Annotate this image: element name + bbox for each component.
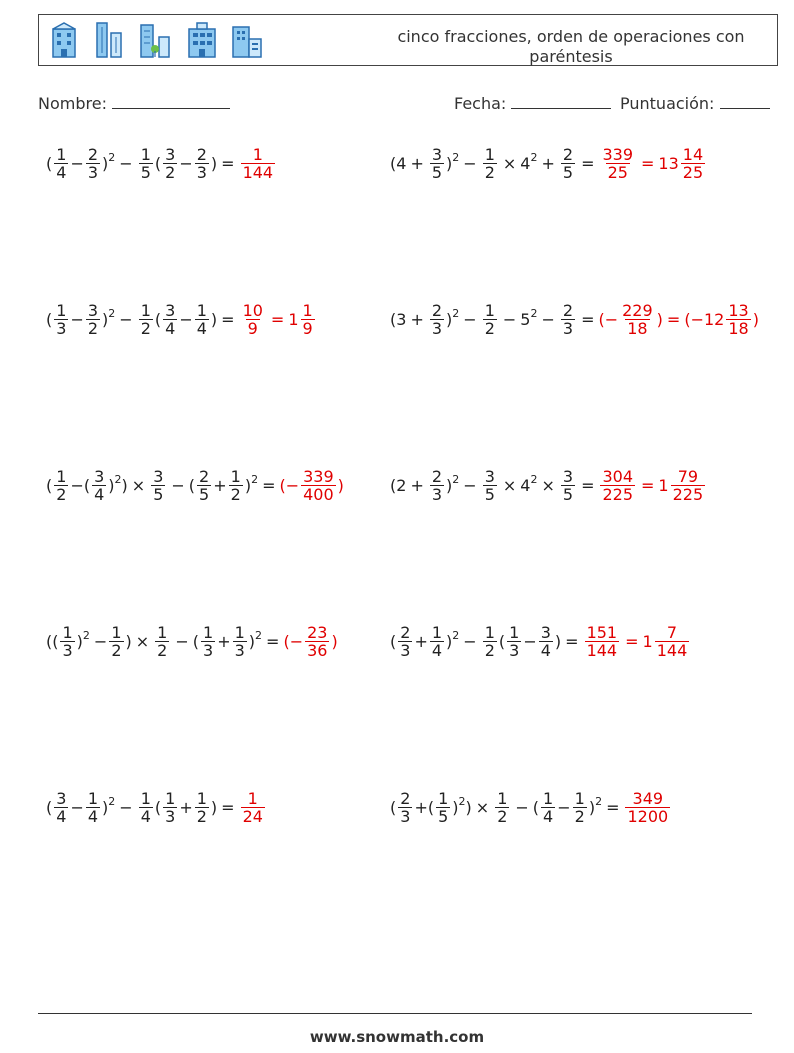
fraction: $\frac{2}{3}$ [400, 789, 411, 826]
fraction: $\frac{1}{2}$ [140, 301, 151, 338]
fraction: $\frac{1}{2}$ [56, 467, 67, 504]
name-label: Nombre: [38, 94, 107, 113]
answer-fraction: $\frac{23}{36}$ [307, 623, 328, 660]
fraction: $\frac{2}{3}$ [400, 623, 411, 660]
worksheet-title [381, 27, 761, 67]
fraction: $\frac{3}{5}$ [431, 145, 443, 182]
fraction: $\frac{1}{3}$ [203, 623, 214, 660]
fraction: $\frac{1}{2}$ [196, 789, 207, 826]
date-field [454, 94, 611, 113]
fraction: $\frac{1}{3}$ [62, 623, 73, 660]
answer-mixed-whole: 1 [658, 476, 669, 495]
fraction: $\frac{1}{4}$ [87, 789, 99, 826]
tower-icon [139, 21, 173, 59]
answer-fraction: $\frac{304}{225}$ [602, 467, 634, 504]
answer-fraction: $\frac{1}{144}$ [242, 145, 274, 182]
footer-divider [38, 1013, 752, 1014]
office-icon [185, 21, 219, 59]
fraction: $\frac{3}{4}$ [56, 789, 67, 826]
name-field [38, 94, 230, 113]
fraction: $\frac{1}{2}$ [574, 789, 585, 826]
name-blank[interactable] [112, 94, 230, 109]
fraction: $\frac{1}{3}$ [509, 623, 520, 660]
problem-4: ( 3 + $\frac{2}{3}$ ) $^2$ − $\frac{1}{2}$ − 5 $^2$ − $\frac{2}{3}$ = ( − $\frac{229}{18}$ ) = ( − 12 $\frac{13}{18}$ ) [390, 301, 759, 338]
fraction: $\frac{3}{4}$ [94, 467, 105, 504]
header-box [38, 14, 778, 66]
problem-10: ( $\frac{2}{3}$ + ( $\frac{1}{5}$ ) $^2$ ) × $\frac{1}{2}$ − ( $\frac{1}{4}$ − $\frac{1}{2}$ ) $^2$ = $\frac{349}{1200}$ [390, 789, 669, 826]
fraction: $\frac{2}{3}$ [196, 145, 207, 182]
title-line-1: cinco fracciones, orden de operaciones con [397, 27, 745, 46]
answer-mixed-fraction: $\frac{13}{18}$ [728, 301, 749, 338]
answer-fraction: $\frac{339}{25}$ [602, 145, 634, 182]
fraction: $\frac{3}{2}$ [87, 301, 99, 338]
problem-8: ( $\frac{2}{3}$ + $\frac{1}{4}$ ) $^2$ − $\frac{1}{2}$ ( $\frac{1}{3}$ − $\frac{3}{4}$ ) = $\frac{151}{144}$ = 1 $\frac{7}{144}$ [390, 623, 688, 660]
fraction: $\frac{3}{5}$ [562, 467, 574, 504]
city-icon [231, 21, 265, 59]
date-label: Fecha: [454, 94, 507, 113]
fraction: $\frac{1}{4}$ [543, 789, 554, 826]
building-icon [47, 21, 81, 59]
score-blank[interactable] [720, 94, 770, 109]
fraction: $\frac{3}{5}$ [153, 467, 164, 504]
fraction: $\frac{1}{5}$ [438, 789, 449, 826]
answer-mixed-fraction: $\frac{79}{225}$ [672, 467, 704, 504]
fraction: $\frac{1}{3}$ [56, 301, 67, 338]
answer-mixed-fraction: $\frac{14}{25}$ [682, 145, 704, 182]
fraction: $\frac{2}{3}$ [431, 467, 443, 504]
fraction: $\frac{3}{4}$ [165, 301, 176, 338]
fraction: $\frac{2}{3}$ [562, 301, 574, 338]
fraction: $\frac{3}{4}$ [540, 623, 551, 660]
date-blank[interactable] [511, 94, 611, 109]
fraction: $\frac{1}{2}$ [484, 301, 495, 338]
fraction: $\frac{1}{3}$ [165, 789, 176, 826]
answer-mixed-whole: 12 [703, 310, 725, 329]
problem-1: ( $\frac{1}{4}$ − $\frac{2}{3}$ ) $^2$ − $\frac{1}{5}$ ( $\frac{3}{2}$ − $\frac{2}{3}$ ) = $\frac{1}{144}$ [46, 145, 274, 182]
fraction: $\frac{1}{2}$ [230, 467, 241, 504]
fraction: $\frac{1}{2}$ [157, 623, 168, 660]
problem-6: ( 2 + $\frac{2}{3}$ ) $^2$ − $\frac{3}{5}$ × 4 $^2$ × $\frac{3}{5}$ = $\frac{304}{225}$ = 1 $\frac{79}{225}$ [390, 467, 704, 504]
fraction: $\frac{2}{5}$ [562, 145, 574, 182]
answer-fraction: $\frac{339}{400}$ [303, 467, 334, 504]
answer-fraction: $\frac{349}{1200}$ [627, 789, 669, 826]
footer-url[interactable]: www.snowmath.com [309, 1028, 485, 1046]
score-label: Puntuación: [620, 94, 715, 113]
fraction: $\frac{1}{4}$ [56, 145, 67, 182]
fraction: $\frac{1}{4}$ [196, 301, 207, 338]
problem-9: ( $\frac{3}{4}$ − $\frac{1}{4}$ ) $^2$ − $\frac{1}{4}$ ( $\frac{1}{3}$ + $\frac{1}{2}$ ) = $\frac{1}{24}$ [46, 789, 263, 826]
answer-mixed-whole: 1 [642, 632, 653, 651]
fraction: $\frac{1}{5}$ [140, 145, 151, 182]
fraction: $\frac{1}{2}$ [111, 623, 122, 660]
answer-fraction: $\frac{1}{24}$ [242, 789, 263, 826]
fraction: $\frac{1}{4}$ [140, 789, 151, 826]
fraction: $\frac{1}{2}$ [484, 623, 495, 660]
fraction: $\frac{2}{3}$ [431, 301, 443, 338]
answer-fraction: $\frac{229}{18}$ [622, 301, 653, 338]
answer-mixed-whole: 13 [658, 154, 679, 173]
fraction: $\frac{1}{2}$ [484, 145, 495, 182]
fraction: $\frac{1}{4}$ [431, 623, 443, 660]
score-field [620, 94, 770, 113]
problem-5: ( $\frac{1}{2}$ − ( $\frac{3}{4}$ ) $^2$ ) × $\frac{3}{5}$ − ( $\frac{2}{5}$ + $\frac{1}{2}$ ) $^2$ = ( − $\frac{339}{400}$ ) [46, 467, 344, 504]
answer-fraction: $\frac{10}{9}$ [242, 301, 263, 338]
fraction: $\frac{2}{3}$ [87, 145, 99, 182]
answer-mixed-whole: 1 [288, 310, 299, 329]
title-line-2: paréntesis [529, 47, 613, 66]
answer-mixed-fraction: $\frac{1}{9}$ [302, 301, 313, 338]
fraction: $\frac{1}{3}$ [234, 623, 245, 660]
fraction: $\frac{1}{2}$ [497, 789, 508, 826]
problem-3: ( $\frac{1}{3}$ − $\frac{3}{2}$ ) $^2$ − $\frac{1}{2}$ ( $\frac{3}{4}$ − $\frac{1}{4}$ ) = $\frac{10}{9}$ = 1 $\frac{1}{9}$ [46, 301, 313, 338]
skyscraper-icon [93, 21, 127, 59]
answer-fraction: $\frac{151}{144}$ [586, 623, 618, 660]
fraction: $\frac{3}{5}$ [484, 467, 495, 504]
header-icons [47, 21, 265, 59]
problem-7: (( $\frac{1}{3}$ ) $^2$ − $\frac{1}{2}$ ) × $\frac{1}{2}$ − ( $\frac{1}{3}$ + $\frac{1}{3}$ ) $^2$ = ( − $\frac{23}{36}$ ) [46, 623, 338, 660]
fraction: $\frac{2}{5}$ [199, 467, 210, 504]
fraction: $\frac{3}{2}$ [165, 145, 176, 182]
problem-2: ( 4 + $\frac{3}{5}$ ) $^2$ − $\frac{1}{2}$ × 4 $^2$ + $\frac{2}{5}$ = $\frac{339}{25}$ = 13 $\frac{14}{25}$ [390, 145, 704, 182]
answer-mixed-fraction: $\frac{7}{144}$ [656, 623, 688, 660]
